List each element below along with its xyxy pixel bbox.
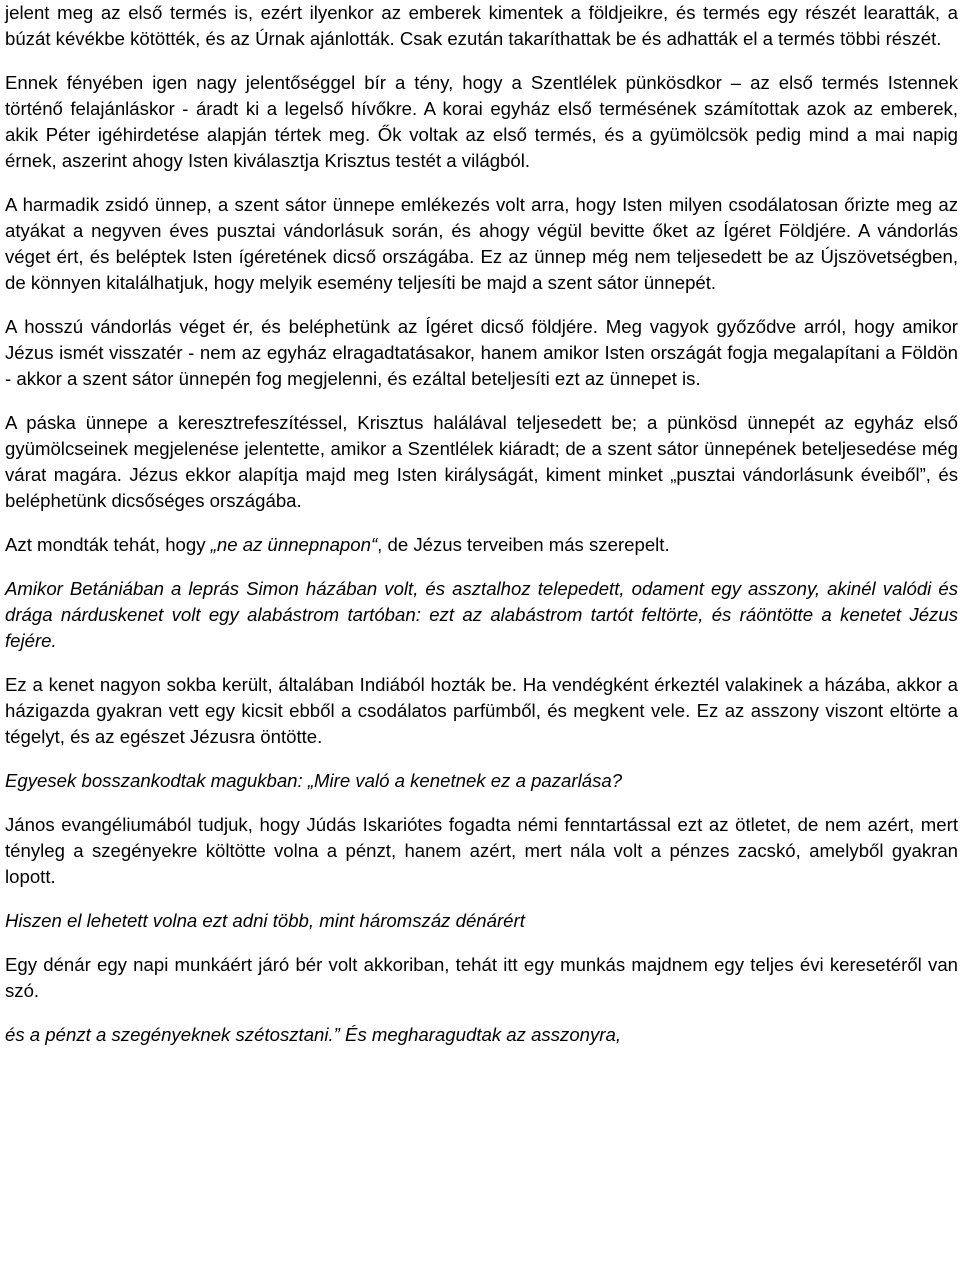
paragraph-9-scripture: [5, 768, 958, 794]
paragraph-text: Hiszen el lehetett volna ezt adni több, mint háromszáz dénárért: [5, 910, 525, 931]
paragraph-text: és a pénzt a szegényeknek szétosztani.” És megharagudtak az asszonyra,: [5, 1024, 621, 1045]
quoted-phrase: „ne az ünnepnapon“: [210, 534, 378, 555]
paragraph-6: [5, 532, 958, 558]
paragraph-text: Ez a kenet nagyon sokba került, általában Indiából hozták be. Ha vendégként érkeztél valakinek a házába, akkor a házigazda gyakran vett egy kicsit ebből a csodálatos parfümből, és megkent vele. Ez az asszony viszont eltörte a tégelyt, és az egészet Jézusra öntötte.: [5, 674, 958, 747]
paragraph-text: A hosszú vándorlás véget ér, és beléphetünk az Ígéret dicső földjére. Meg vagyok győződve arról, hogy amikor Jézus ismét visszatér - nem az egyház elragadtatásakor, hanem amikor Isten országát fogja megalapítani a Földön - akkor a szent sátor ünnepén fog megjelenni, és ezáltal beteljesíti ezt az ünnepet is.: [5, 316, 958, 389]
paragraph-4: [5, 314, 958, 392]
paragraph-3: [5, 192, 958, 296]
paragraph-text: Amikor Betániában a leprás Simon házában volt, és asztalhoz telepedett, odament egy asszony, akinél valódi és drága nárduskenet volt egy alabástrom tartóban: ezt az alabástrom tartót feltörte, és ráöntötte a kenetet Jézus fejére.: [5, 578, 958, 651]
paragraph-11-scripture: [5, 908, 958, 934]
paragraph-2: [5, 70, 958, 174]
paragraph-text: A harmadik zsidó ünnep, a szent sátor ünnepe emlékezés volt arra, hogy Isten milyen csodálatosan őrizte meg az atyákat a negyven éves pusztai vándorlásuk során, és ahogy végül bevitte őket az Ígéret Földjére. A vándorlás véget ért, és beléptek Isten ígéretének dicső országába. Ez az ünnep még nem teljesedett be az Újszövetségben, de könnyen kitalálhatjuk, hogy melyik esemény teljesíti be majd a szent sátor ünnepét.: [5, 194, 958, 293]
paragraph-12: [5, 952, 958, 1004]
paragraph-10: [5, 812, 958, 890]
paragraph-13-scripture: [5, 1022, 958, 1048]
document-page: [5, 0, 958, 1066]
paragraph-5: [5, 410, 958, 514]
paragraph-text: Egyesek bosszankodtak magukban: „Mire való a kenetnek ez a pazarlása?: [5, 770, 623, 791]
paragraph-text: Egy dénár egy napi munkáért járó bér volt akkoriban, tehát itt egy munkás majdnem egy teljes évi keresetéről van szó.: [5, 954, 958, 1001]
paragraph-text: Azt mondták tehát, hogy: [5, 534, 211, 555]
paragraph-text: Ennek fényében igen nagy jelentőséggel bír a tény, hogy a Szentlélek pünkösdkor – az első termés Istennek történő felajánláskor - áradt ki a legelső hívőkre. A korai egyház első termésének számítottak azok az emberek, akik Péter igéhirdetése alapján tértek meg. Ők voltak az első termés, és a gyümölcsök pedig mind a mai napig érnek, aszerint ahogy Isten kiválasztja Krisztus testét a világból.: [5, 72, 958, 171]
paragraph-text: A páska ünnepe a keresztrefeszítéssel, Krisztus halálával teljesedett be; a pünkösd ünnepét az egyház első gyümölcseinek megjelenése jelentette, amikor a Szentlélek kiáradt; de a szent sátor ünnepének beteljesedése még várat magára. Jézus ekkor alapítja majd meg Isten királyságát, kiment minket „pusztai vándorlásunk éveiből”, és beléphetünk dicsőséges országába.: [5, 412, 958, 511]
paragraph-7-scripture: [5, 576, 958, 654]
paragraph-8: [5, 672, 958, 750]
paragraph-1: [5, 0, 958, 52]
paragraph-text: jelent meg az első termés is, ezért ilyenkor az emberek kimentek a földjeikre, és termés egy részét learatták, a búzát kévékbe kötötték, és az Úrnak ajánlották. Csak ezután takaríthattak be és adhatták el a termés többi részét.: [5, 2, 958, 49]
paragraph-text: , de Jézus terveiben más szerepelt.: [377, 534, 670, 555]
paragraph-text: János evangéliumából tudjuk, hogy Júdás Iskariótes fogadta némi fenntartással ezt az ötletet, de nem azért, mert tényleg a szegényekre költötte volna a pénzt, hanem azért, mert nála volt a pénzes zacskó, amelyből gyakran lopott.: [5, 814, 958, 887]
